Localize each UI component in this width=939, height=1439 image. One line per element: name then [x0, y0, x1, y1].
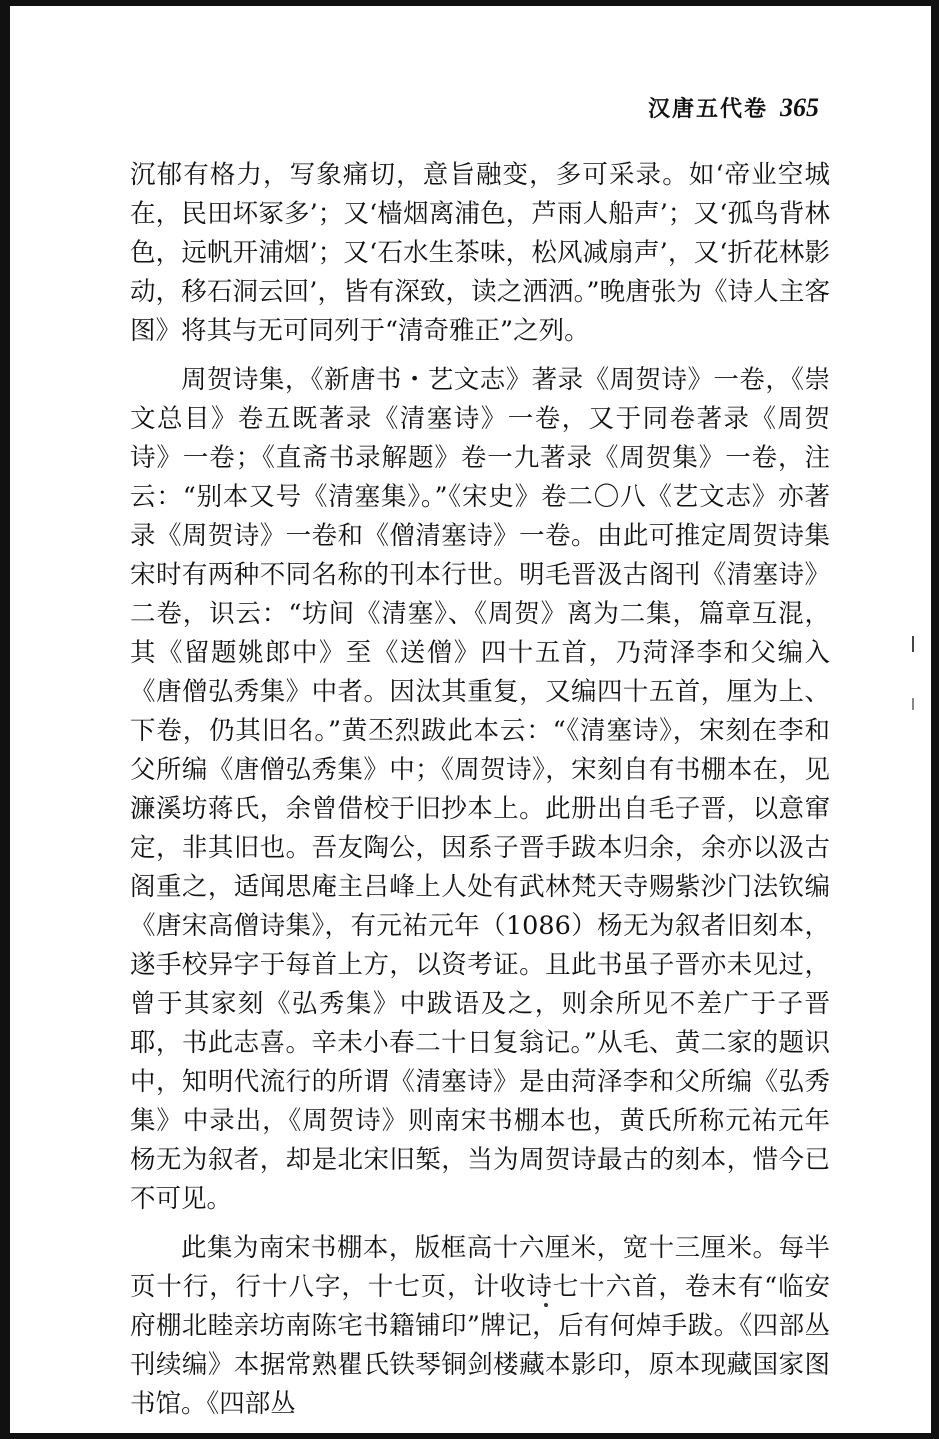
scan-border-right	[931, 0, 939, 1439]
paragraph-zhouhe-collection: 周贺诗集，《新唐书・艺文志》著录《周贺诗》一卷，《崇文总目》卷五既著录《清塞诗》一卷，又于同卷著录《周贺诗》一卷；《直斋书录解题》卷一九著录《周贺集》一卷，注云：“别本又号《清塞集》。”《宋史》卷二〇八《艺文志》亦著录《周贺诗》一卷和《僧清塞诗》一卷。由此可推定周贺诗集宋时有两种不同名称的刊本行世。明毛晋汲古阁刊《清塞诗》二卷，识云：“坊间《清塞》、《周贺》离为二集，篇章互混，其《留题姚郎中》至《送僧》四十五首，乃菏泽李和父编入《唐僧弘秀集》中者。因汰其重复，又编四十五首，厘为上、下卷，仍其旧名。”黄丕烈跋此本云：“《清塞诗》，宋刻在李和父所编《唐僧弘秀集》中；《周贺诗》，宋刻自有书棚本在，见濂溪坊蒋氏，余曾借校于旧抄本上。此册出自毛子晋，以意窜定，非其旧也。吾友陶公，因系子晋手跋本归余，余亦以汲古阁重之，适闻思庵主吕峰上人处有武林梵天寺赐紫沙门法钦编《唐宋高僧诗集》，有元祐元年（1086）杨无为叙者旧刻本，遂手校异字于每首上方，以资考证。且此书虽子晋亦未见过，曾于其家刻《弘秀集》中跋语及之，则余所见不差广于子晋耶，书此志喜。辛未小春二十日复翁记。”从毛、黄二家的题识中，知明代流行的所谓《清塞诗》是由菏泽李和父所编《弘秀集》中录出，《周贺诗》则南宋书棚本也，黄氏所称元祐元年杨无为叙者，却是北宋旧椠，当为周贺诗最古的刻本，惜今已不可见。	[130, 365, 830, 1214]
scan-border-top	[0, 0, 939, 6]
scan-dot	[544, 1303, 548, 1307]
scan-border-left	[0, 0, 10, 1439]
book-section-title: 汉唐五代卷	[647, 96, 768, 122]
paragraph-edition-description: 此集为南宋书棚本，版框高十六厘米，宽十三厘米。每半页十行，行十八字，十七页，计收诗七十六首，卷末有“临安府棚北睦亲坊南陈宅书籍铺印”牌记，后有何焯手跋。《四部丛刊续编》本据常熟瞿氏铁琴铜剑楼藏本影印，原本现藏国家图书馆。《四部丛	[130, 1233, 830, 1419]
paragraph-continued: 沉郁有格力，写象痛切，意旨融变，多可采录。如‘帝业空城在，民田坏冢多’；又‘樯烟离浦色，芦雨人船声’；又‘孤鸟背林色，远帆开浦烟’；又‘石水生茶味，松风减扇声’，又‘折花林影动，移石洞云回’，皆有深致，读之洒洒。”晚唐张为《诗人主客图》将其与无可同列于“清奇雅正”之列。	[130, 160, 830, 346]
page-body	[130, 156, 830, 1434]
margin-scan-mark	[912, 636, 914, 652]
margin-scan-mark	[912, 698, 914, 710]
running-header	[648, 92, 819, 123]
page-number: 365	[780, 93, 819, 122]
